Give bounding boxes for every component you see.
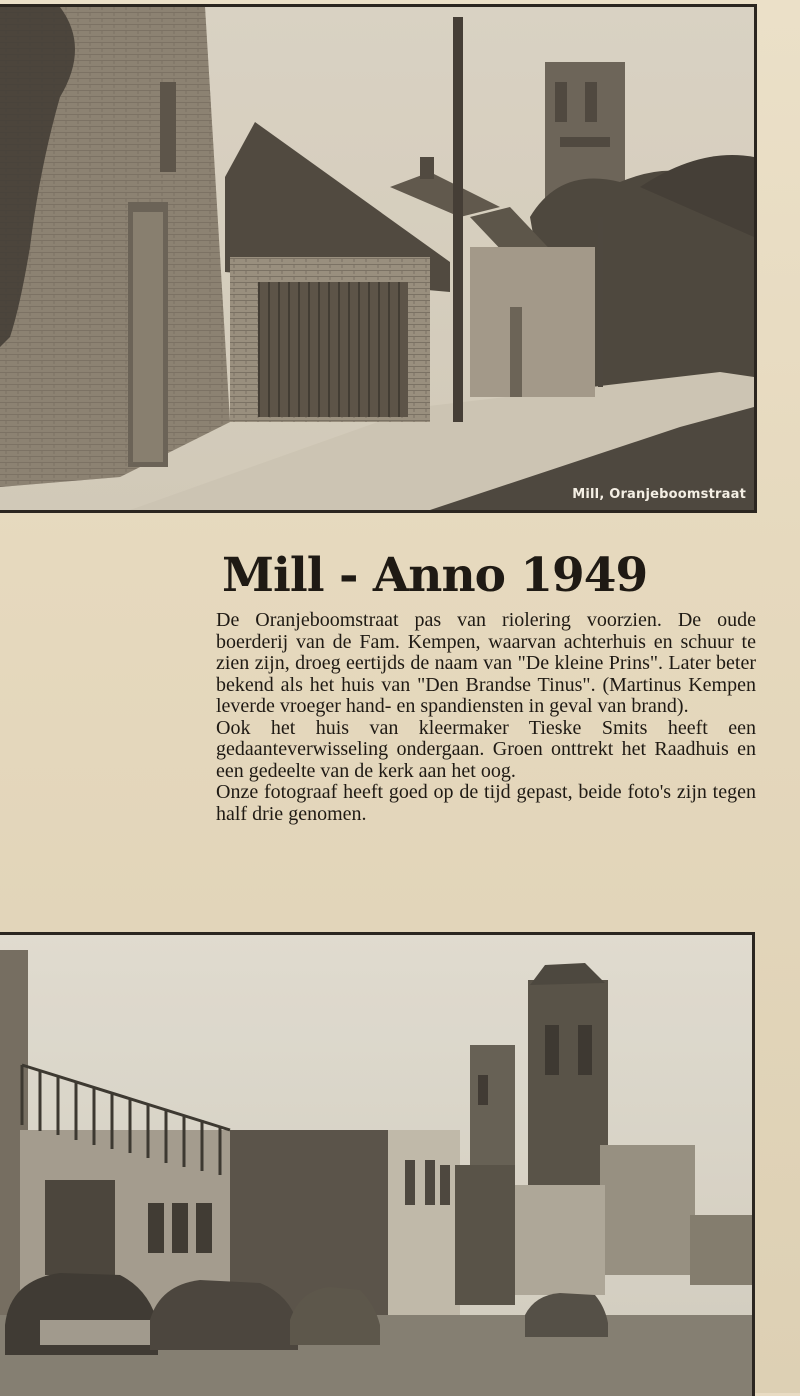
paragraph-1: De Oranjeboomstraat pas van riolering voorzien. De oude boerderij van de Fam. Kempen, waarvan achterhuis en schuur te zien zijn, droeg eertijds de naam van "De kleine Prins". Later beter bekend als het huis van "Den Brandse Tinus". (Martinus Kempen leverde vroeger hand- en spandiensten in geval van brand). [216,609,756,717]
headline: Mill - Anno 1949 [222,548,648,603]
photo-modern-image [0,935,752,1396]
photo-1949-image [0,7,754,510]
paragraph-2: Ook het huis van kleermaker Tieske Smits heeft een gedaanteverwisseling ondergaan. Groen onttrekt het Raadhuis en een gedeelte van de kerk aan het oog. [216,716,756,782]
article [216,548,756,825]
photo-caption: Mill, Oranjeboomstraat [572,487,746,502]
photo-modern-street [0,932,755,1396]
paragraph-3: Onze fotograaf heeft goed op de tijd gepast, beide foto's zijn tegen half drie genomen. [216,781,756,825]
photo-1949-street [0,4,757,513]
